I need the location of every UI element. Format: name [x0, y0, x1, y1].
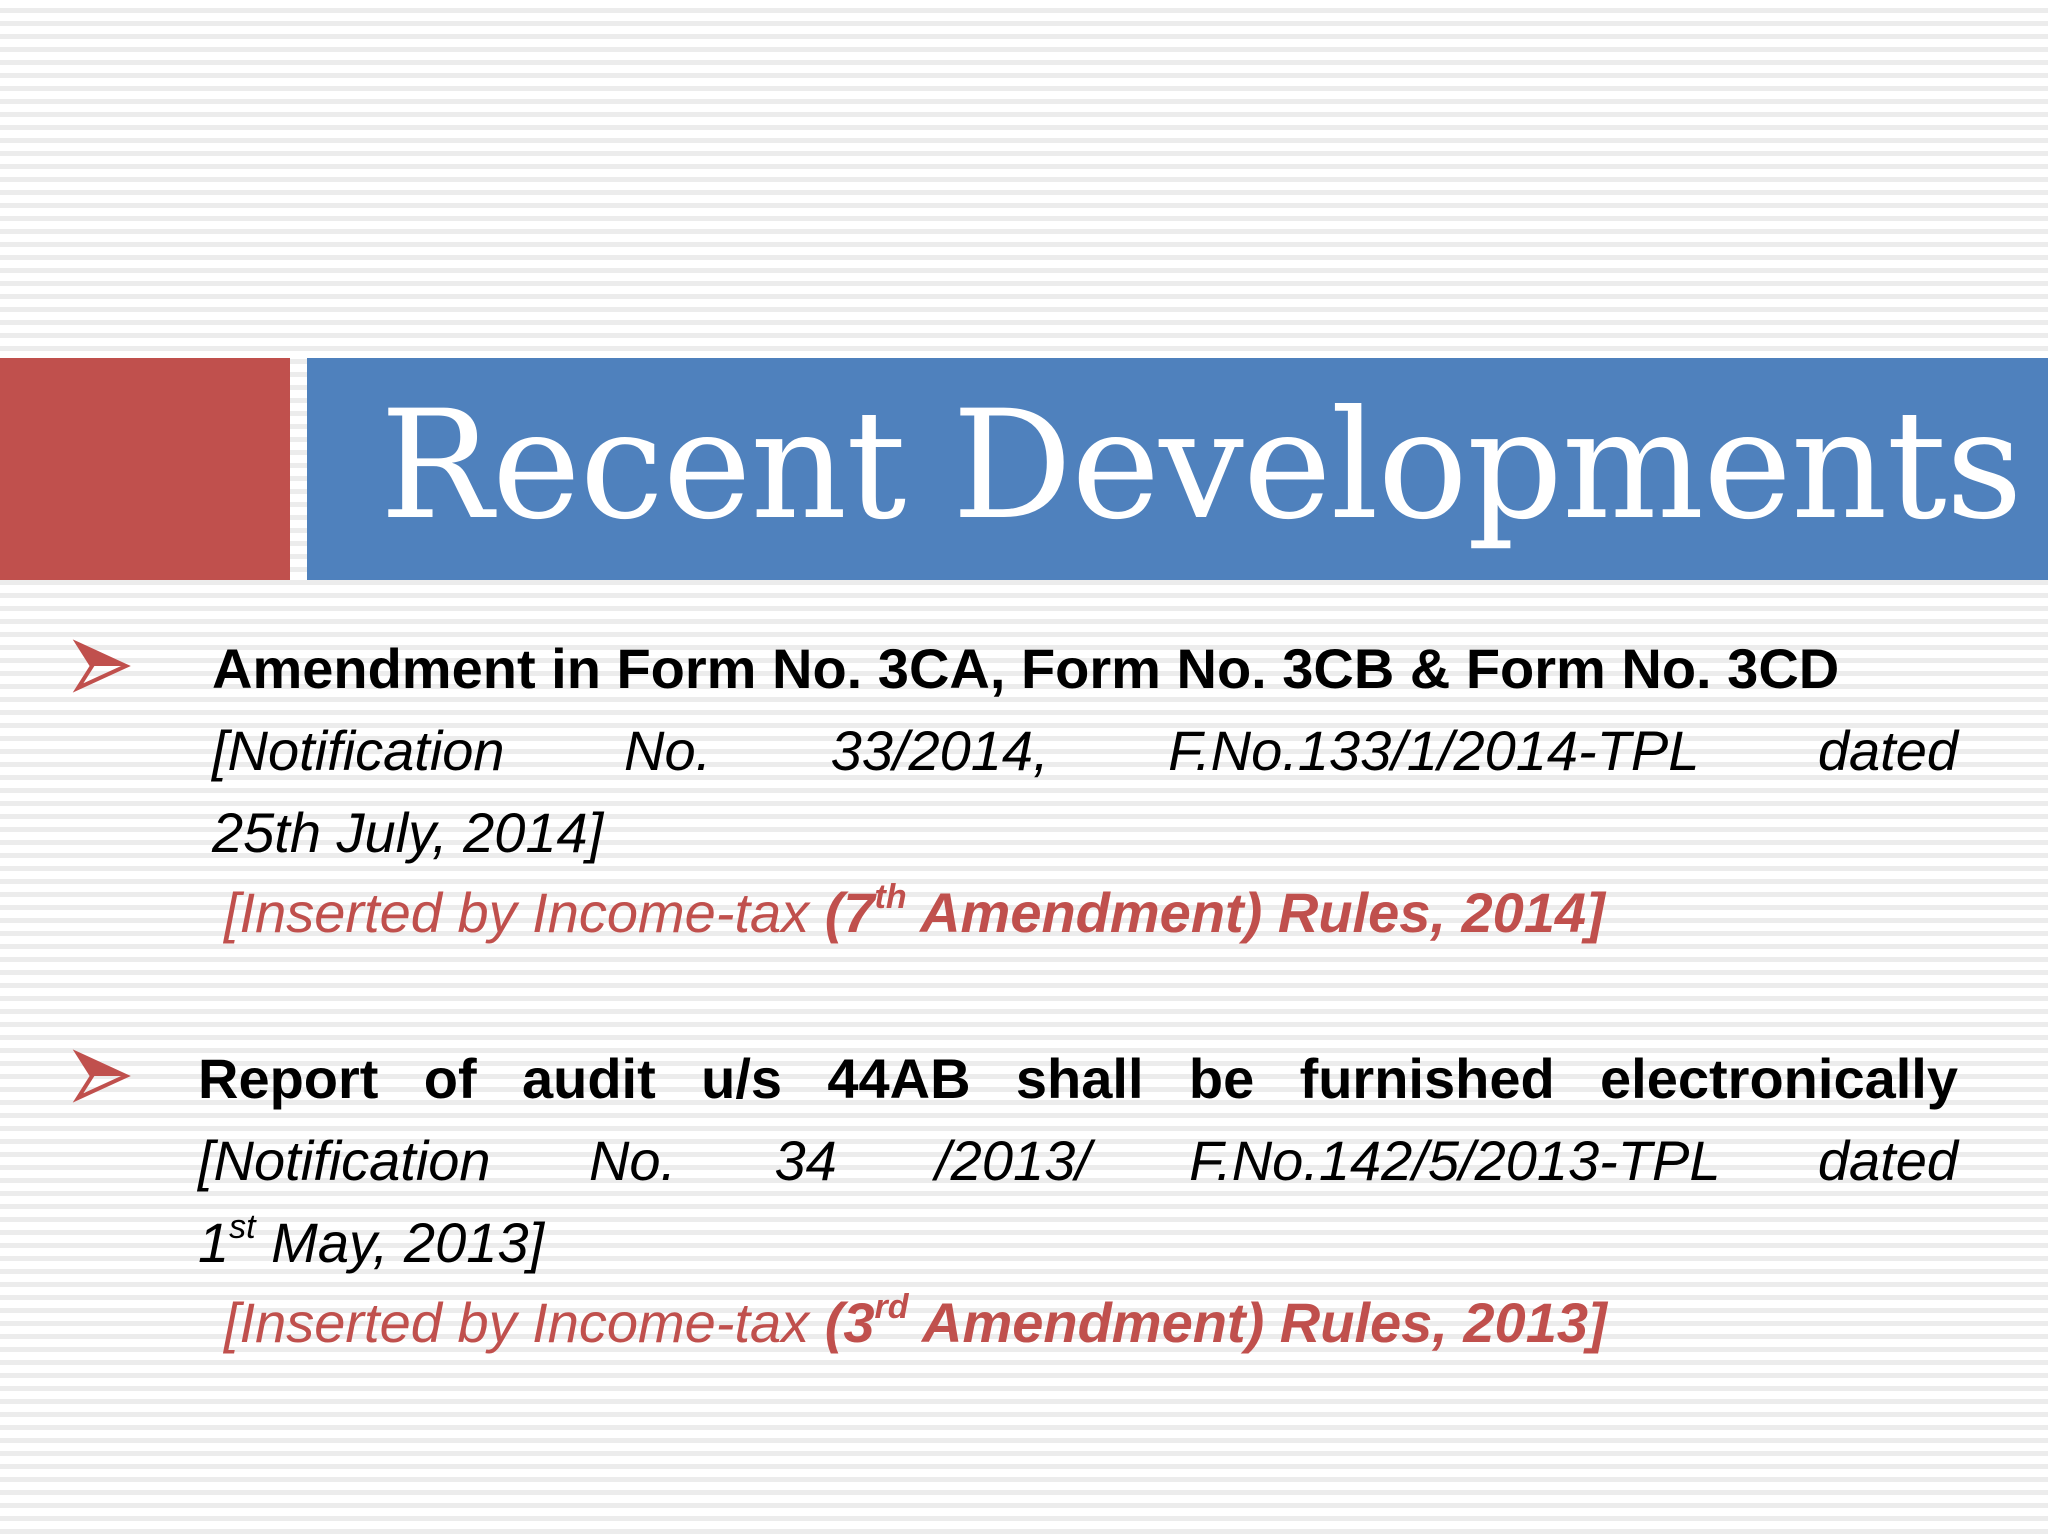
inserted-prefix: [Inserted by Income-tax — [224, 1291, 810, 1354]
item-heading: Amendment in Form No. 3CA, Form No. 3CB & Form No. 3CD — [212, 637, 1840, 700]
amendment-number: (7 — [824, 881, 875, 944]
notification-date: 25th July, 2014] — [212, 801, 604, 864]
title-accent-block — [0, 358, 290, 580]
slide-title: Recent Developments — [380, 379, 2022, 553]
amendment-rules: Amendment) Rules, 2014] — [906, 881, 1605, 944]
inserted-amendment — [824, 1288, 1607, 1354]
inserted-amendment — [824, 878, 1605, 944]
notification-day: 1 — [198, 1211, 230, 1274]
inserted-by-note — [224, 872, 1605, 954]
inserted-prefix: [Inserted by Income-tax — [224, 881, 810, 944]
ordinal-suffix: rd — [874, 1288, 909, 1327]
amendment-number: (3 — [824, 1291, 875, 1354]
list-item — [212, 628, 1958, 874]
item-heading: Report of audit u/s 44AB shall be furnished electronically — [198, 1047, 1958, 1110]
ordinal-suffix: th — [874, 878, 907, 917]
ordinal-suffix: st — [229, 1208, 256, 1247]
arrowhead-bullet-icon — [72, 636, 132, 696]
list-item — [198, 1038, 1958, 1284]
inserted-by-note — [224, 1282, 1607, 1364]
amendment-rules: Amendment) Rules, 2013] — [908, 1291, 1607, 1354]
arrowhead-bullet-icon — [72, 1046, 132, 1106]
notification-reference: [Notification No. 33/2014, F.No.133/1/2014-TPL dated — [212, 719, 1958, 782]
notification-date — [198, 1202, 1958, 1284]
notification-month-year: May, 2013] — [255, 1211, 545, 1274]
notification-reference: [Notification No. 34 /2013/ F.No.142/5/2013-TPL dated — [198, 1129, 1958, 1192]
